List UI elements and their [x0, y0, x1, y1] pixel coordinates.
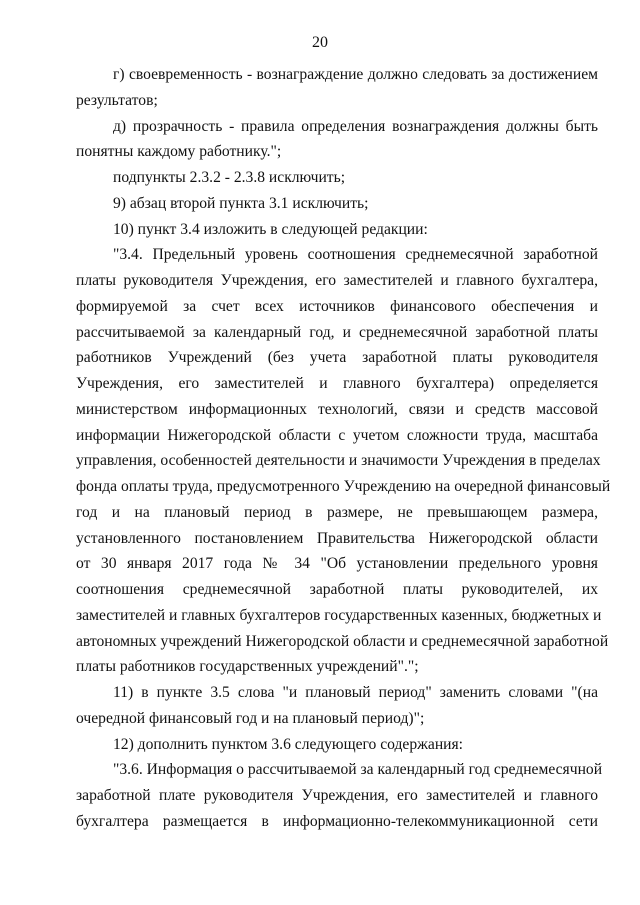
paragraph [76, 242, 611, 680]
text-line: 11) в пункте 3.5 слова "и плановый период" заменить словами "(на [113, 684, 598, 701]
paragraph [76, 114, 598, 166]
text-line: "3.4. Предельный уровень соотношения среднемесячной заработной [113, 246, 598, 264]
text-line: платы работников государственных учреждений"."; [76, 658, 419, 676]
text-line: Учреждения, его заместителей и главного бухгалтера) определяется [76, 375, 598, 392]
paragraph [76, 757, 603, 834]
text-line: установленного постановлением Правительства Нижегородской области [76, 529, 598, 547]
text-line: заработной плате руководителя Учреждения, его заместителей и главного [76, 787, 598, 804]
text-line: формируемой за счет всех источников финансового обеспечения и [76, 297, 598, 315]
paragraph [76, 732, 598, 758]
document-body [76, 62, 611, 835]
text-line: 10) пункт 3.4 изложить в следующей редакции: [113, 220, 428, 238]
text-line: управления, особенностей деятельности и значимости Учреждения в пределах [76, 452, 601, 470]
text-line: год и на плановый период в размере, не превышающем размера, [76, 503, 598, 521]
text-line: 12) дополнить пунктом 3.6 следующего содержания: [113, 735, 464, 753]
text-line: соотношения среднемесячной заработной платы руководителей, их [76, 581, 598, 598]
text-line: платы руководителя Учреждения, его заместителей и главного бухгалтера, [76, 272, 598, 289]
text-line: 9) абзац второй пункта 3.1 исключить; [113, 194, 369, 212]
text-line: фонда оплаты труда, предусмотренного Учреждению на очередной финансовый [76, 478, 611, 495]
text-line: автономных учреждений Нижегородской области и среднемесячной заработной [76, 632, 609, 650]
text-line: понятны каждому работнику."; [76, 143, 282, 161]
text-line: бухгалтера размещается в информационно-телекоммуникационной сети [76, 812, 598, 830]
paragraph [76, 191, 598, 217]
paragraph [76, 217, 598, 243]
text-line: работников Учреждений (без учета заработной платы руководителя [76, 349, 598, 367]
text-line: заместителей и главных бухгалтеров государственных казенных, бюджетных и [76, 606, 602, 624]
text-line: "3.6. Информация о рассчитываемой за календарный год среднемесячной [113, 761, 603, 779]
text-line: результатов; [76, 91, 158, 109]
text-line: очередной финансовый год и на плановый период)"; [76, 709, 425, 727]
text-line: д) прозрачность - правила определения вознаграждения должны быть [113, 117, 598, 135]
text-line: подпункты 2.3.2 - 2.3.8 исключить; [113, 169, 346, 186]
text-line: министерством информационных технологий, связи и средств массовой [76, 400, 598, 418]
paragraph [76, 62, 598, 114]
text-line: г) своевременность - вознаграждение должно следовать за достижением [113, 66, 598, 83]
text-line: информации Нижегородской области с учетом сложности труда, масштаба [76, 426, 598, 444]
text-line: рассчитываемой за календарный год, и среднемесячной заработной платы [76, 323, 598, 341]
paragraph [76, 165, 598, 191]
text-line: от 30 января 2017 года № 34 "Об установлении предельного уровня [76, 555, 598, 573]
paragraph [76, 680, 598, 732]
page-number: 20 [312, 34, 328, 51]
